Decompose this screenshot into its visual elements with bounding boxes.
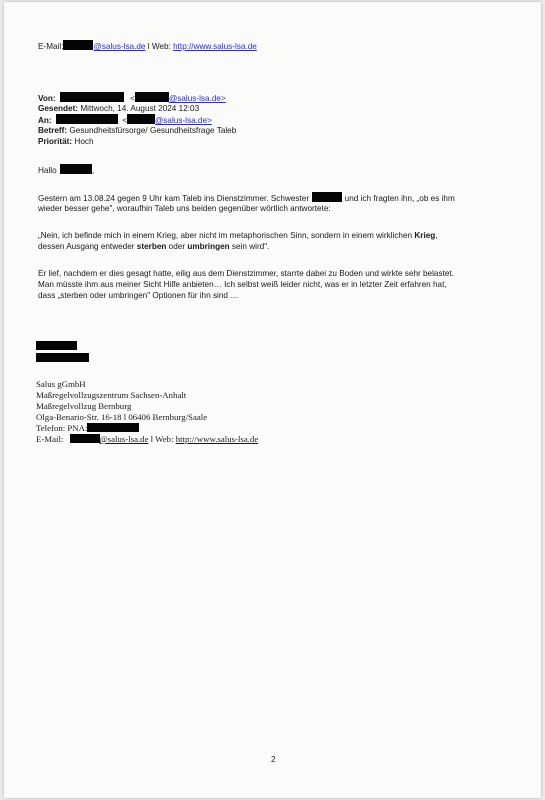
- signature-address: Olga-Benario-Str. 16-18 l 06406 Bernburg/Saale: [36, 412, 208, 422]
- paragraph-3-line-2: [38, 279, 447, 290]
- redaction-bar: [87, 423, 139, 432]
- q2-text-a: dessen Ausgang entweder: [38, 242, 135, 251]
- paragraph-3-line-3: [38, 290, 238, 301]
- greeting: Hallo: [38, 166, 57, 175]
- signature-email-line: [36, 434, 258, 445]
- p1-text-b: und ich fragten ihn, „ob es ihm: [344, 194, 455, 203]
- signature-email-label: E-Mail:: [36, 434, 64, 444]
- redaction-bar: [56, 114, 118, 124]
- p1-text-c: wieder besser gehe", woraufhin Taleb uns beiden gegenüber wörtlich antwortete:: [38, 204, 331, 213]
- q1-text: „Nein, ich befinde mich in einem Krieg, aber nicht im metaphorischen Sinn, sondern in einem wirklichen: [38, 231, 413, 240]
- priority-line: [38, 136, 94, 147]
- signature-web-separator: l Web:: [148, 434, 176, 444]
- to-label: An:: [38, 116, 52, 125]
- q1-end: ,: [435, 231, 438, 240]
- header-web-separator: l Web:: [145, 42, 174, 51]
- q2-bold-1: sterben: [136, 242, 167, 251]
- signature-web-link[interactable]: http://www.salus-lsa.de: [175, 434, 259, 444]
- header-email-label: E-Mail:: [38, 42, 64, 51]
- document-page: [4, 2, 541, 798]
- to-email-domain[interactable]: @salus-lsa.de>: [155, 116, 212, 125]
- signature-phone-line: [36, 423, 139, 434]
- redaction-bar: [36, 353, 89, 362]
- from-label: Von:: [38, 94, 56, 103]
- quote-line-2: [38, 241, 269, 252]
- signature-company: Salus gGmbH: [36, 379, 86, 389]
- redaction-bar: [135, 92, 169, 102]
- from-email-domain[interactable]: @salus-lsa.de>: [168, 94, 226, 103]
- subject-value: Gesundheitsfürsorge/ Gesundheitsfrage Taleb: [69, 126, 237, 135]
- signature-email-domain[interactable]: @salus-lsa.de: [99, 434, 149, 444]
- p1-text-a: Gestern am 13.08.24 gegen 9 Uhr kam Taleb ins Dienstzimmer. Schwester: [38, 194, 310, 203]
- q1-bold: Krieg: [414, 231, 436, 240]
- p3-text-a: Er lief, nachdem er dies gesagt hatte, eilig aus dem Dienstzimmer, starrte dabei zu Boden und wirkte sehr belastet.: [38, 269, 454, 278]
- sent-label: Gesendet:: [38, 104, 79, 113]
- greeting-end: ,: [91, 166, 95, 175]
- redaction-bar: [312, 192, 342, 202]
- priority-label: Priorität:: [38, 137, 73, 146]
- p3-text-c: dass „sterben oder umbringen" Optionen für ihn sind …: [38, 291, 239, 300]
- redaction-bar: [127, 114, 155, 124]
- signature-line-3: Maßregelvollzug Bernburg: [36, 401, 132, 411]
- redaction-bar: [60, 164, 95, 175]
- redaction-bar: [70, 434, 100, 443]
- subject-label: Betreff:: [38, 126, 68, 135]
- paragraph-3-line-1: [38, 268, 454, 279]
- paragraph-1-line-2: [38, 203, 331, 214]
- q2-mid: oder: [168, 242, 186, 251]
- sent-value: Mittwoch, 14. August 2024 12:03: [80, 104, 200, 113]
- page-number: 2: [271, 755, 276, 764]
- signature-line-2: Maßregelvollzugszentrum Sachsen-Anhalt: [36, 390, 187, 400]
- header-contact-line: [38, 40, 257, 52]
- p3-text-b: Man müsste ihm aus meiner Sicht Hilfe anbieten… Ich selbst weiß leider nicht, was er in letzter Zeit erfahren hat,: [38, 280, 447, 289]
- greeting-line: [38, 164, 94, 176]
- header-web-link[interactable]: http://www.salus-lsa.de: [173, 42, 257, 51]
- sent-line: [38, 103, 199, 114]
- priority-value: Hoch: [74, 137, 94, 146]
- header-email-domain[interactable]: @salus-lsa.de: [93, 42, 146, 51]
- from-lt: <: [130, 94, 135, 103]
- redaction-bar: [36, 341, 77, 350]
- quote-line-1: [38, 230, 438, 241]
- q2-bold-2: umbringen: [187, 242, 230, 251]
- signature-phone-label: Telefon: PNA:: [36, 423, 88, 433]
- redaction-bar: [63, 40, 93, 50]
- q2-end: sein wird".: [231, 242, 270, 251]
- to-lt: <: [122, 116, 127, 125]
- subject-line: [38, 125, 236, 136]
- redaction-bar: [60, 92, 124, 102]
